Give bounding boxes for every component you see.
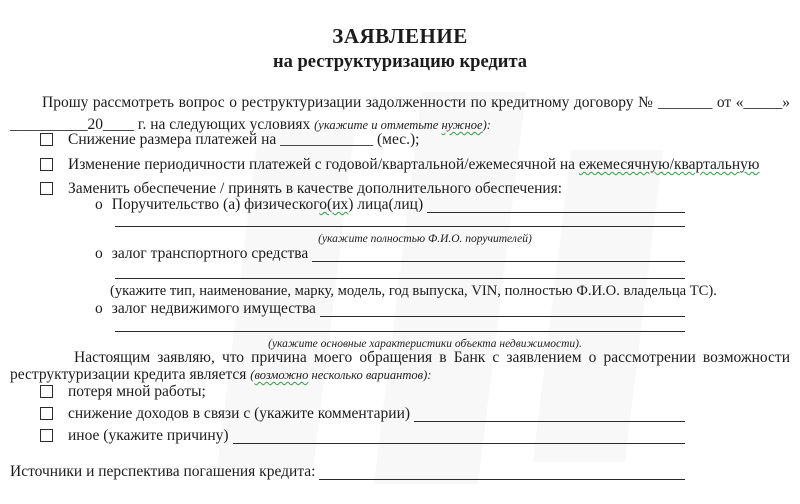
reason-option-income-decline-label: снижение доходов в связи с (укажите комментарии) [68,405,411,422]
surety-caption: (укажите полностью Ф.И.О. поручителей) [318,233,532,245]
reason-note-spellcheck-word: возможно [254,368,309,382]
reason-note-close: несколько вариантов): [308,368,432,382]
checkbox-change-periodicity[interactable] [40,158,53,171]
bullet-icon: o [95,300,103,317]
option-reduce-payments [40,130,790,150]
option-replace-collateral-label: Заменить обеспечение / принять в качестве дополнительного обеспечения: [68,180,563,197]
checkbox-reduce-payments[interactable] [40,133,53,146]
reason-option-income-decline [40,404,685,424]
page-title: ЗАЯВЛЕНИЕ [332,24,468,48]
bullet-icon: o [95,196,103,213]
periodicity-spellcheck-word: ежемесячную/квартальную [578,156,760,173]
suboption-vehicle-label: залог транспортного средства [111,245,309,262]
intro-line-2-text: __________20____ г. на следующих условиях [10,116,315,133]
intro-note-text: (укажите и отметьте [314,118,442,132]
estate-blank-field[interactable] [320,299,685,317]
checkbox-replace-collateral[interactable] [40,182,53,195]
surety-text-end: ) лица(лиц) [348,196,424,213]
option-change-periodicity [40,155,798,175]
checkbox-income-decline[interactable] [40,407,53,420]
repayment-sources-label: Источники и перспектива погашения кредита: [10,463,316,480]
intro-line-1: Прошу рассмотреть вопрос о реструктуризации задолженности по кредитному договору № _______ от «_____» [42,94,790,111]
checkbox-job-loss[interactable] [40,385,53,398]
intro-note-close: ): [482,118,491,132]
repayment-sources-line [10,462,685,482]
suboption-estate-label: залог недвижимого имущества [111,300,316,317]
surety-text: Поручительство (а) физическог [111,196,320,213]
surety-spellcheck-word: о(их [319,196,349,213]
reason-note [250,368,431,382]
vehicle-hint: (укажите тип, наименование, марку, модель, год выпуска, VIN, полностью Ф.И.О. владельца ТС). [110,283,717,299]
suboption-surety-label [112,195,423,215]
estate-caption: (укажите основные характеристики объекта недвижимости). [268,338,582,350]
estate-blank-line-2[interactable] [115,331,685,332]
reason-option-job-loss-label: потеря мной работы; [68,383,206,400]
reason-line-1: Настоящим заявляю, что причина моего обращения в Банк с заявлением о рассмотрении возможности [74,349,790,366]
reason-option-job-loss [40,382,685,402]
option-reduce-payments-label: Снижение размера платежей на ____________ (мес.); [68,131,420,148]
vehicle-blank-line-2[interactable] [115,278,685,279]
vehicle-blank-field[interactable] [312,244,685,262]
suboption-vehicle-pledge [95,244,685,264]
checkbox-other-reason[interactable] [40,429,53,442]
reason-option-other [40,426,685,446]
reason-line-2-text: реструктуризации кредита является [10,366,251,383]
income-decline-blank-field[interactable] [414,404,685,422]
repayment-sources-blank-field[interactable] [319,462,685,480]
surety-blank-line-2[interactable] [115,226,685,227]
reason-note-open: ( [250,368,255,382]
other-reason-blank-field[interactable] [233,426,685,444]
bullet-icon: o [95,245,103,262]
page-subtitle: на реструктуризацию кредита [272,52,528,72]
option-change-periodicity-text: Изменение периодичности платежей с годовой/квартальной/ежемесячной на [68,156,579,173]
surety-blank-field[interactable] [427,195,685,213]
option-change-periodicity-label [68,155,759,175]
suboption-surety [95,195,685,215]
intro-note-spellcheck-word: нужное [441,118,483,132]
reason-option-other-label: иное (укажите причину) [68,427,229,444]
suboption-estate-pledge [95,299,685,319]
